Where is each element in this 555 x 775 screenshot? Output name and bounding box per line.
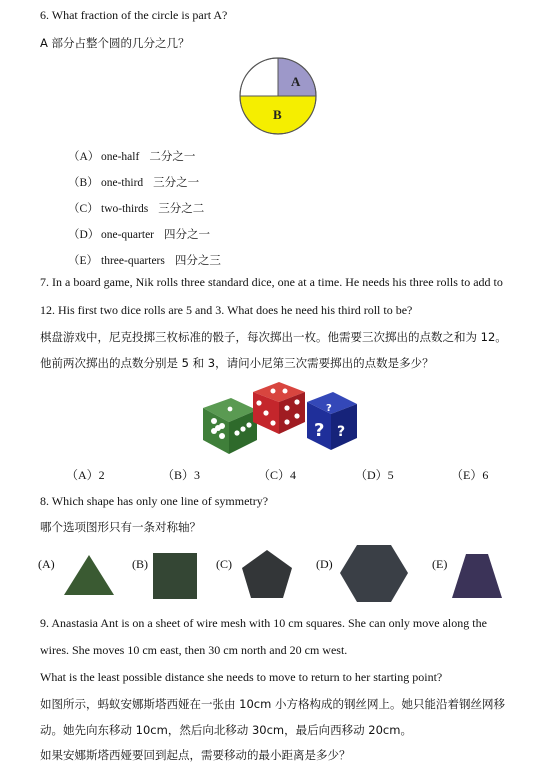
q9-line-3: What is the least possible distance she needs to move to return to her starting point?	[40, 670, 443, 684]
svg-text:?: ?	[314, 420, 325, 441]
q8-title: 8. Which shape has only one line of symmetry?	[40, 494, 269, 508]
q8-option-label[interactable]: (B)	[132, 557, 148, 571]
shape-b-square	[153, 553, 197, 599]
shape-c-pentagon	[242, 550, 292, 598]
option-text: one-quarter	[101, 229, 154, 241]
option-letter: （C）	[68, 203, 99, 215]
q9-line-2: wires. She moves 10 cm east, then 30 cm north and 20 cm west.	[40, 643, 348, 657]
q7-dice-illustration	[195, 378, 365, 458]
option-text-zh: 二分之一	[149, 149, 196, 163]
circle-label-a: A	[291, 74, 301, 89]
q7-answer-option[interactable]: （A）2	[66, 468, 105, 482]
q8-option-label[interactable]: (E)	[432, 557, 448, 571]
option-text-zh: 四分之三	[174, 253, 221, 267]
q8-title-zh: 哪个选项图形只有一条对称轴？	[40, 520, 201, 534]
q7-answer-option[interactable]: （B）3	[162, 468, 201, 482]
q7-zh-1: 棋盘游戏中，尼克投掷三枚标准的骰子，每次掷出一枚。他需要三次掷出的点数之和为 12。	[40, 330, 507, 344]
green-die	[203, 398, 257, 454]
shape-a-triangle	[64, 555, 114, 595]
option-letter: （B）	[68, 177, 99, 189]
q8-shapes	[0, 540, 555, 605]
q6-option[interactable]	[68, 252, 221, 268]
q6-circle-diagram	[238, 56, 318, 136]
q7-answer-option[interactable]: （D）5	[355, 468, 394, 482]
option-text-zh: 三分之二	[158, 201, 205, 215]
q8-option-label[interactable]: (D)	[316, 557, 333, 571]
option-letter: （A）	[68, 151, 100, 163]
q7-zh-2: 他前两次掷出的点数分别是 5 和 3，请问小尼第三次需要掷出的点数是多少？	[40, 356, 434, 370]
blue-unknown-die	[307, 392, 357, 450]
q6-option[interactable]	[68, 148, 195, 164]
q9-line-1: 9. Anastasia Ant is on a sheet of wire mesh with 10 cm squares. She can only move along the	[40, 616, 487, 630]
option-letter: （E）	[68, 255, 99, 267]
svg-text:?: ?	[337, 424, 346, 440]
shape-e-trapezoid	[452, 554, 502, 598]
svg-text:?: ?	[326, 403, 332, 414]
q6-option[interactable]	[68, 226, 210, 242]
red-die	[253, 382, 305, 434]
q7-line-2: 12. His first two dice rolls are 5 and 3. What does he need his third roll to be?	[40, 303, 413, 317]
shape-d-hexagon	[340, 545, 408, 602]
q6-option[interactable]	[68, 174, 199, 190]
q8-option-label[interactable]: (C)	[216, 557, 232, 571]
option-text: one-third	[101, 177, 144, 189]
option-text-zh: 四分之一	[164, 227, 210, 241]
q7-line-1: 7. In a board game, Nik rolls three standard dice, one at a time. He needs his three rolls to add to	[40, 275, 503, 289]
option-text: two-thirds	[101, 203, 149, 215]
option-text-zh: 三分之一	[153, 175, 200, 189]
option-letter: （D）	[68, 229, 100, 241]
option-text: three-quarters	[101, 255, 165, 267]
option-text: one-half	[101, 151, 140, 163]
q6-title-zh: A 部分占整个圆的几分之几？	[40, 36, 190, 50]
q9-zh-1: 如图所示，蚂蚁安娜斯塔西娅在一张由 10cm 小方格构成的钢丝网上。她只能沿着钢丝网移	[40, 697, 505, 711]
q7-answer-option[interactable]: （E）6	[451, 468, 489, 482]
q9-zh-2: 动。她先向东移动 10cm，然后向北移动 30cm，最后向西移动 20cm。	[40, 723, 412, 737]
circle-label-b: B	[273, 107, 282, 122]
q6-title: 6. What fraction of the circle is part A?	[40, 8, 228, 22]
q8-option-label[interactable]: (A)	[38, 557, 55, 571]
q7-answer-option[interactable]: （C）4	[258, 468, 297, 482]
q9-zh-3: 如果安娜斯塔西娅要回到起点，需要移动的最小距离是多少？	[40, 748, 351, 762]
q6-option[interactable]	[68, 200, 204, 216]
